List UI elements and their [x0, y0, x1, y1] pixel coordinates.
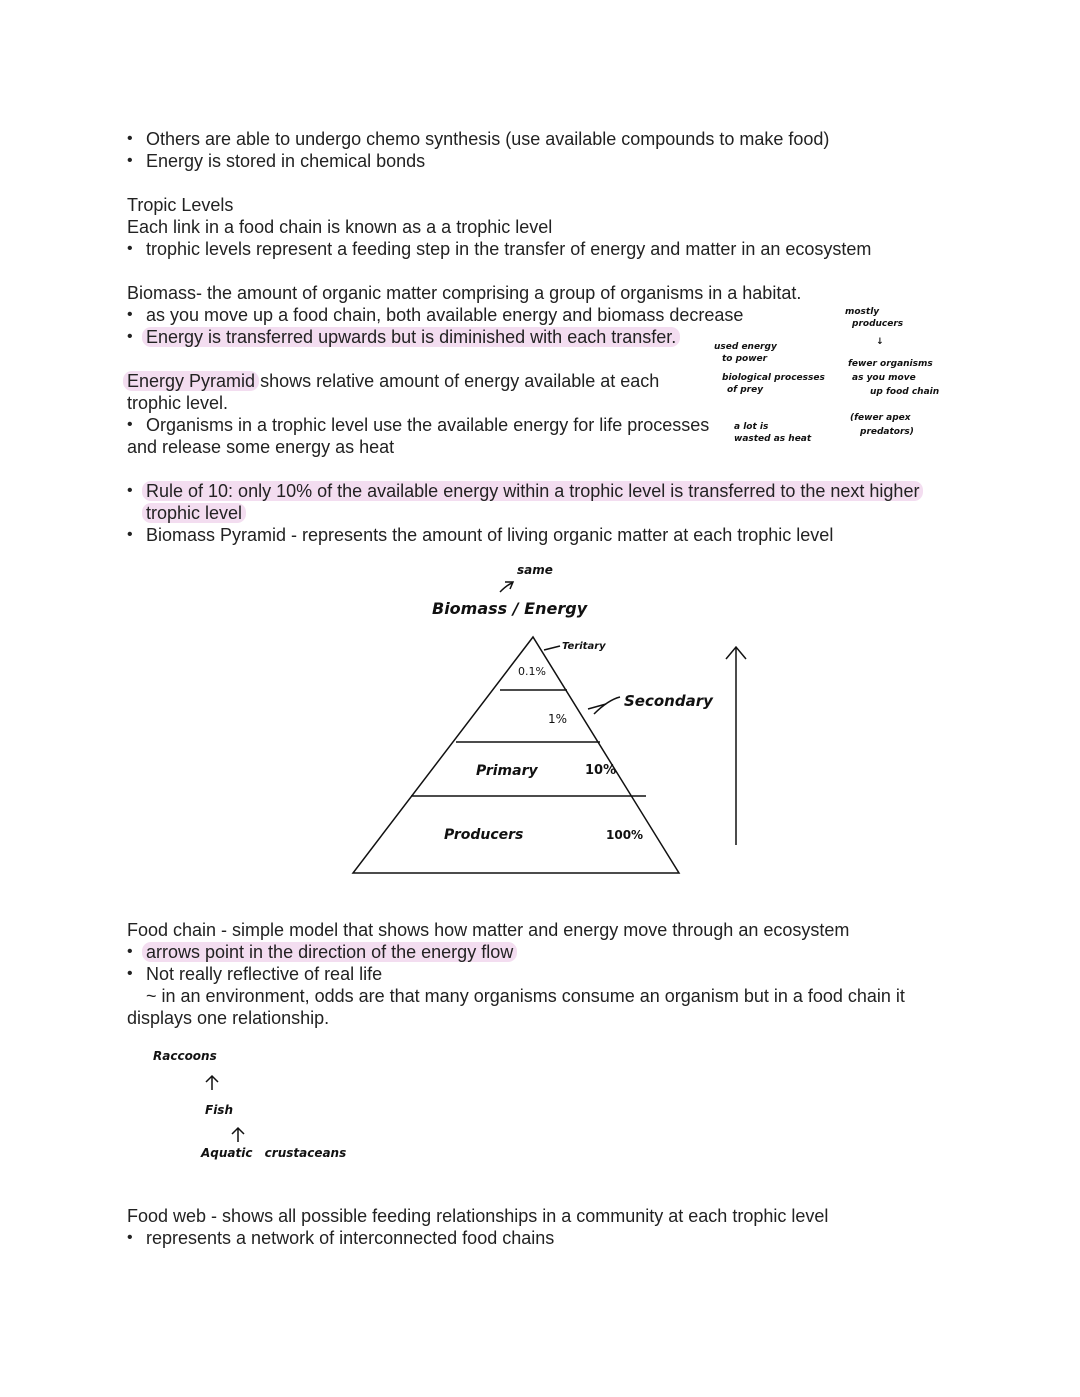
used-energy-note-2: to power [722, 354, 768, 364]
wasted-note-2: wasted as heat [734, 434, 812, 444]
rule-of-10-line1: Rule of 10: only 10% of the available energy within a trophic level is transferred to the next higher [142, 481, 923, 501]
fewer-note-2: as you move [852, 373, 916, 383]
food-chain-bullet-2: • Not really reflective of real life [146, 963, 382, 985]
secondary-pct: 1% [548, 712, 568, 726]
raccoons-label: Raccoons [153, 1049, 217, 1063]
fewer-note-5: predators) [860, 427, 914, 437]
food-web-bullet: • represents a network of interconnected food chains [146, 1227, 554, 1249]
fewer-note-1: fewer organisms [848, 359, 933, 369]
energy-pyramid-rest: shows relative amount of energy available at each [255, 371, 660, 391]
biomass-bullet-1: • as you move up a food chain, both available energy and biomass decrease [146, 304, 743, 326]
producers-pct: 100% [606, 828, 644, 842]
mostly-note-1: mostly [845, 307, 880, 317]
organisms-bullet-cont: and release some energy as heat [127, 437, 395, 457]
biomass-definition: Biomass- the amount of organic matter comprising a group of organisms in a habitat. [127, 283, 802, 303]
energy-pyramid-line2: trophic level. [127, 393, 229, 413]
highlight: arrows point in the direction of the energy flow [142, 942, 517, 962]
tertiary-label: Teritary [562, 641, 606, 652]
fish-label: Fish [205, 1103, 233, 1117]
pyramid-title: Biomass / Energy [432, 599, 588, 618]
organisms-bullet: • Organisms in a trophic level use the available energy for life processes [146, 414, 709, 436]
tertiary-pointer [544, 646, 560, 650]
food-chain-definition: Food chain - simple model that shows how matter and energy move through an ecosystem [127, 920, 850, 940]
same-label: same [517, 563, 553, 577]
used-energy-note-1: used energy [714, 342, 777, 352]
fewer-note-4: (fewer apex [850, 413, 911, 423]
food-chain-note-line1: ~ in an environment, odds are that many organisms consume an organism but in a food chain it [146, 986, 905, 1006]
primary-pct: 10% [585, 763, 617, 778]
same-arrow-icon [505, 582, 513, 589]
trophic-heading: Tropic Levels [127, 195, 234, 215]
chemical-bonds-bullet: • Energy is stored in chemical bonds [146, 150, 425, 172]
producers-label: Producers [444, 827, 524, 843]
crustaceans-label: Aquatic crustaceans [201, 1146, 347, 1160]
food-chain-bullet-1 [146, 941, 513, 963]
secondary-label: Secondary [624, 692, 713, 710]
food-web-definition: Food web - shows all possible feeding relationships in a community at each trophic level [127, 1206, 829, 1226]
mostly-note-2: producers [852, 319, 904, 329]
chemosynthesis-bullet: • Others are able to undergo chemo synthesis (use available compounds to make food) [146, 128, 829, 150]
tertiary-pct: 0.1% [518, 665, 546, 678]
used-energy-note-4: of prey [727, 385, 764, 395]
used-energy-note-3: biological processes [722, 373, 825, 383]
fewer-note-3: up food chain [870, 387, 940, 397]
down-arrow-icon: ↓ [876, 337, 884, 347]
highlight: Energy is transferred upwards but is diminished with each transfer. [142, 327, 680, 347]
rule-of-10-line2: trophic level [142, 503, 246, 523]
primary-label: Primary [476, 763, 538, 779]
food-chain-note-line2: displays one relationship. [127, 1008, 330, 1028]
energy-pyramid-term: Energy Pyramid [123, 371, 259, 391]
trophic-line: Each link in a food chain is known as a a trophic level [127, 217, 553, 237]
biomass-pyramid-bullet: • Biomass Pyramid - represents the amount of living organic matter at each trophic level [146, 524, 833, 546]
wasted-note-1: a lot is [734, 422, 769, 432]
trophic-bullet: • trophic levels represent a feeding step in the transfer of energy and matter in an ecosystem [146, 238, 871, 260]
